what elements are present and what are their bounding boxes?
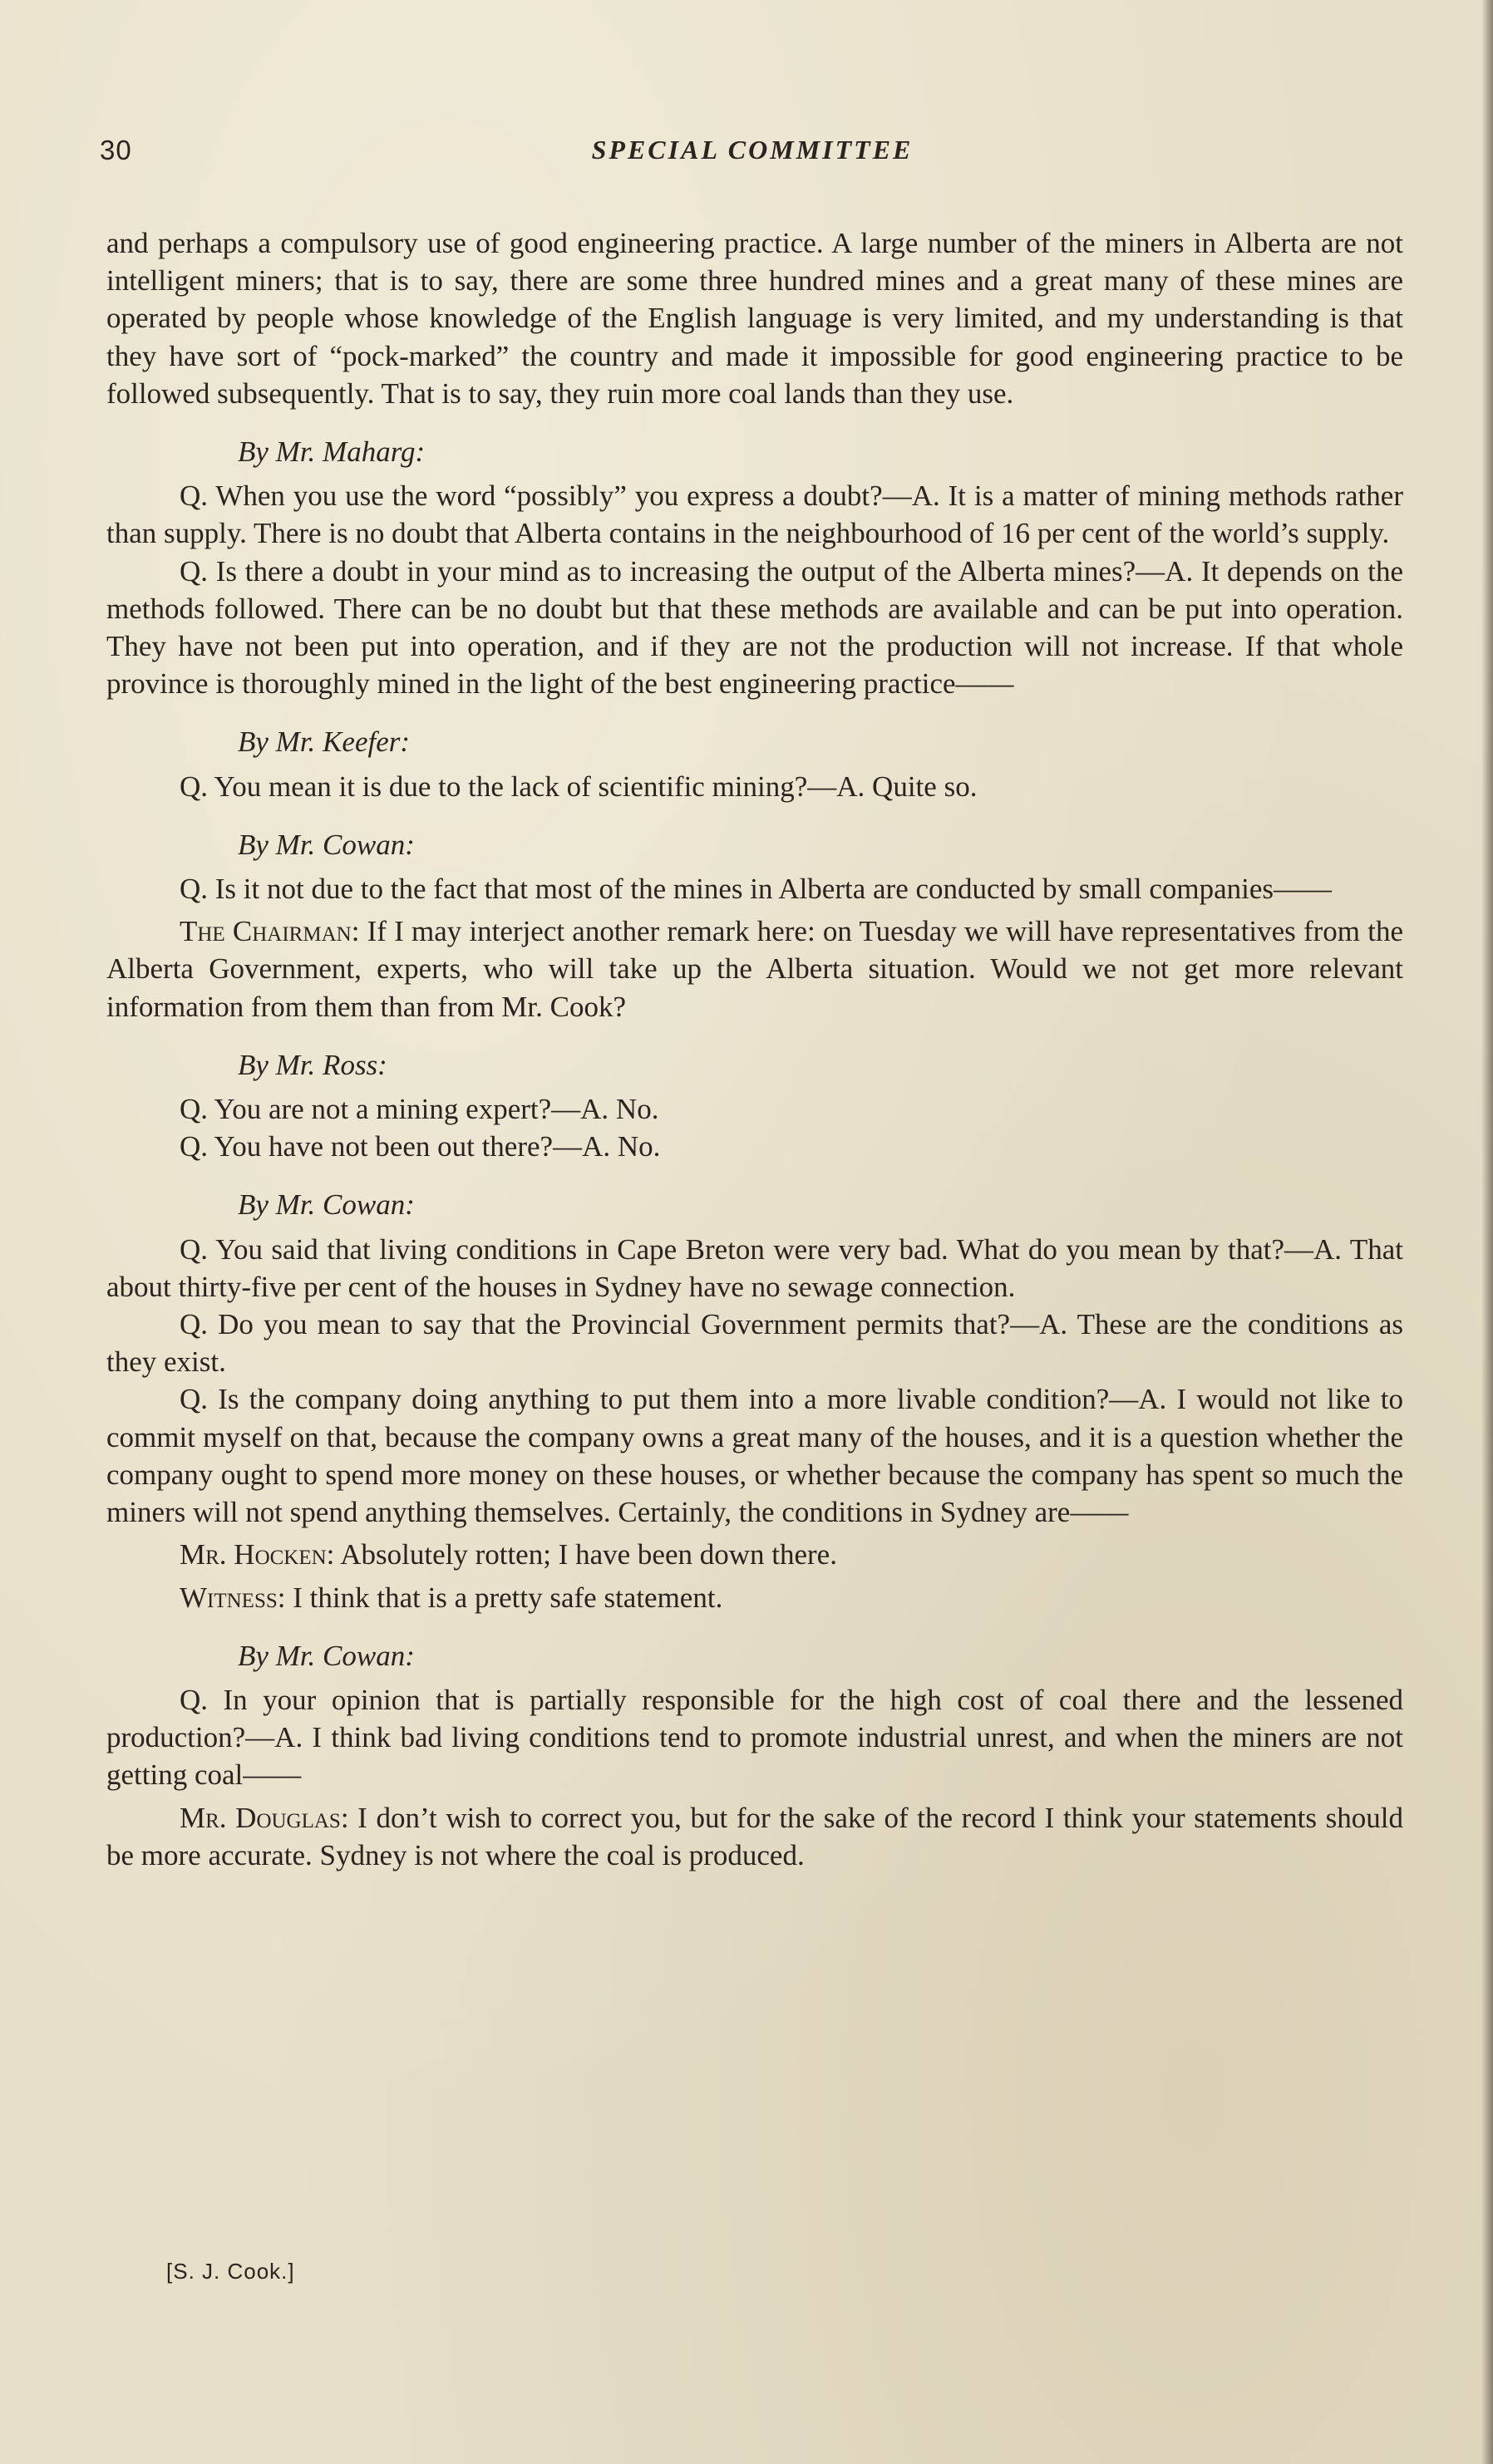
- question-answer: Q. Is it not due to the fact that most of the mines in Alberta are conducted by small companies——: [180, 873, 1333, 906]
- examiner-heading-keefer: By Mr. Keefer:: [238, 725, 411, 759]
- speaker-remark-douglas: [106, 1799, 1403, 1874]
- speaker-text: Absolutely rotten; I have been down there.: [334, 1538, 837, 1571]
- question-answer: Q. Do you mean to say that the Provincial Government permits that?—A. These are the conditions as they exist.: [106, 1308, 1403, 1379]
- question-answer: Q. You said that living conditions in Cape Breton were very bad. What do you mean by that?—A. That about thirty-five per cent of the houses in Sydney have no sewage connection.: [106, 1232, 1403, 1303]
- speaker-remark-chairman: [106, 912, 1403, 1025]
- examiner-heading-maharg: By Mr. Maharg:: [238, 435, 426, 469]
- examiner-heading-ross: By Mr. Ross:: [238, 1048, 387, 1081]
- speaker-name: Mr. Hocken:: [180, 1538, 335, 1571]
- speaker-remark-witness: [106, 1579, 1403, 1616]
- page-header: [100, 135, 1405, 176]
- question-answer: Q. You have not been out there?—A. No.: [180, 1130, 661, 1163]
- speaker-remark-hocken: [106, 1536, 1403, 1573]
- binding-shadow: [1481, 0, 1493, 2464]
- speaker-text: I don’t wish to correct you, but for the sake of the record I think your statements should be more accurate. Sydney is not where the coal is produced.: [106, 1801, 1403, 1871]
- speaker-text: I think that is a pretty safe statement.: [285, 1581, 723, 1614]
- page-number: 30: [100, 135, 132, 165]
- question-answer: Q. In your opinion that is partially responsible for the high cost of coal there and the lessened production?—A. I think bad living conditions tend to promote industrial unrest, and when the miners are not getting coal——: [106, 1683, 1403, 1792]
- question-answer: Q. You mean it is due to the lack of scientific mining?—A. Quite so.: [180, 770, 978, 803]
- question-answer: Q. You are not a mining expert?—A. No.: [180, 1093, 659, 1126]
- paragraph-continuation: and perhaps a compulsory use of good engineering practice. A large number of the miners in Alberta are not intelligent miners; that is to say, there are some three hundred mines and a great many of these mines are operated by people whose knowledge of the English language is very limited, and my understanding is that they have sort of “pock-marked” the country and made it impossible for good engineering practice to be followed subsequently. That is to say, they ruin more coal lands than they use.: [106, 227, 1403, 410]
- examiner-heading-cowan: By Mr. Cowan:: [238, 1188, 415, 1222]
- witness-citation: [S. J. Cook.]: [166, 2259, 295, 2284]
- speaker-name: The Chairman:: [180, 915, 360, 948]
- examiner-heading-cowan: By Mr. Cowan:: [238, 828, 415, 861]
- running-title: SPECIAL COMMITTEE: [591, 135, 914, 165]
- speaker-name: Mr. Douglas:: [180, 1801, 349, 1834]
- speaker-name: Witness:: [180, 1581, 286, 1614]
- question-answer: Q. When you use the word “possibly” you express a doubt?—A. It is a matter of mining methods rather than supply. There is no doubt that Alberta contains in the neighbourhood of 16 per cent of the world’s supply.: [106, 480, 1403, 550]
- examiner-heading-cowan: By Mr. Cowan:: [238, 1639, 415, 1672]
- speaker-text: If I may interject another remark here: on Tuesday we will have representatives from the Alberta Government, experts, who will take up the Alberta situation. Would we not get more relevant information from them than from Mr. Cook?: [106, 915, 1403, 1023]
- question-answer: Q. Is there a doubt in your mind as to increasing the output of the Alberta mines?—A. It depends on the methods followed. There can be no doubt but that these methods are available and can be put into operation. They have not been put into operation, and if they are not the production will not increase. If that whole province is thoroughly mined in the light of the best engineering practice——: [106, 554, 1403, 701]
- question-answer: Q. Is the company doing anything to put them into a more livable condition?—A. I would not like to commit myself on that, because the company owns a great many of the houses, and it is a question whether the company ought to spend more money on these houses, or whether because the company has spent so much the miners will not spend anything themselves. Certainly, the conditions in Sydney are——: [106, 1383, 1403, 1529]
- page-body: [106, 224, 1403, 1874]
